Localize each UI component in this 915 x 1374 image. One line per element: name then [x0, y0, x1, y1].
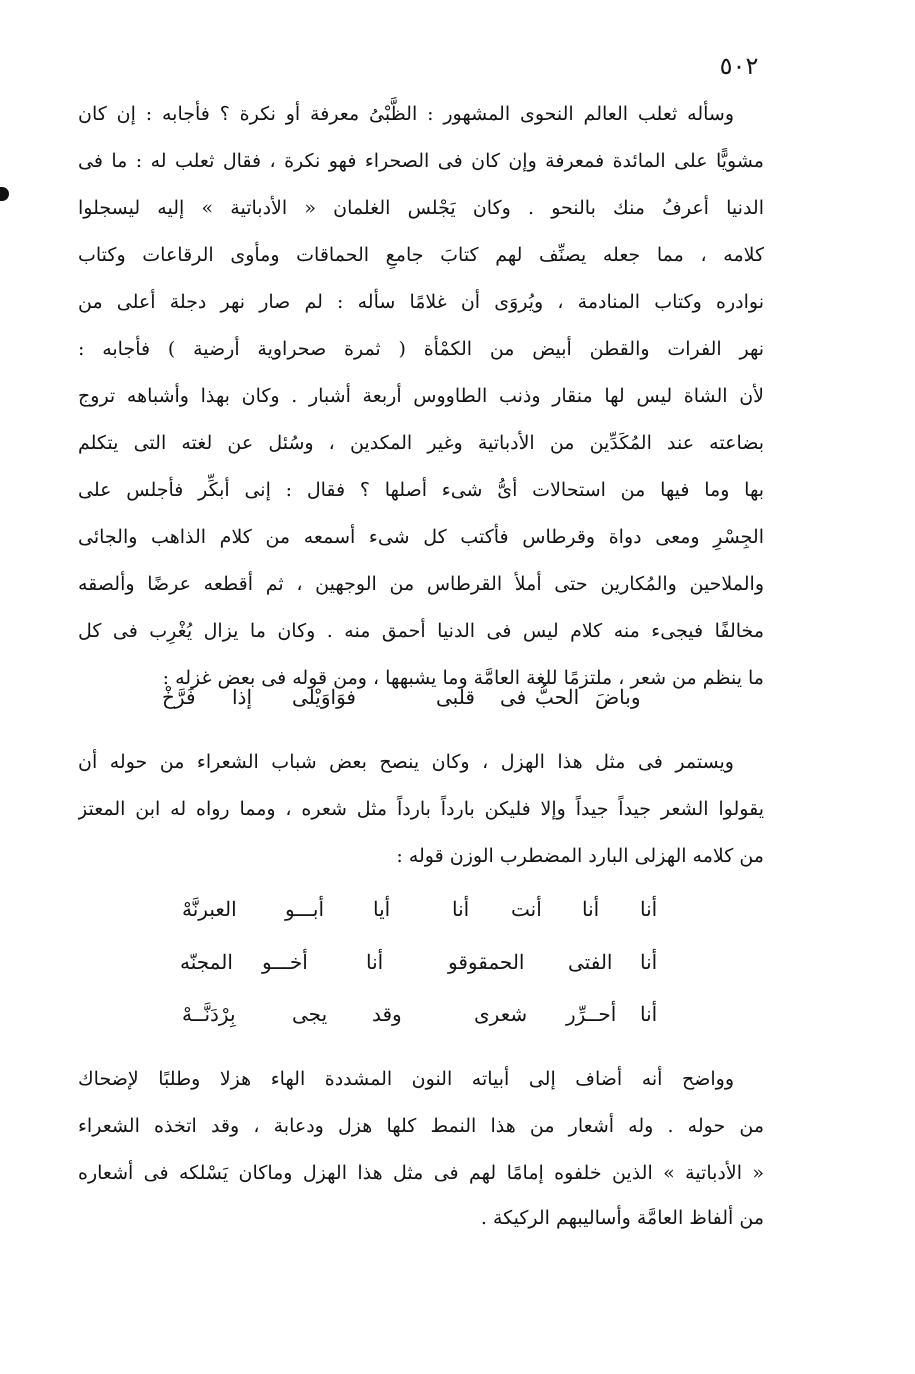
verse-word: أبـــو	[285, 897, 325, 921]
paragraph-line: الجِسْرِ ومعى دواة وقرطاس فأكتب كل شىء أسمعه من كلام الذاهب والجائى	[78, 526, 764, 548]
verse-word: العبرنَّهْ	[182, 897, 237, 921]
verse-word: يجى	[292, 1002, 328, 1026]
verse-word: بِرْدَنَّــهْ	[182, 1002, 236, 1026]
paragraph-line: نوادره وكتاب المنادمة ، ويُروَى أن غلامًا سأله : لم صار نهر دجلة أعلى من	[78, 291, 764, 313]
paragraph-line: « الأدباتية » الذين خلفوه إمامًا لهم فى مثل هذا الهزل وماكان يَسْلكه فى أشعاره	[78, 1162, 764, 1184]
verse-word: وباضَ	[595, 685, 641, 709]
verse-word: أخـــو	[262, 950, 308, 974]
verse-word: الفتى	[568, 950, 613, 974]
verse-word: فوَاوَيْلى	[292, 685, 356, 709]
verse-word: الحبُّ	[535, 685, 580, 709]
verse-line	[0, 677, 915, 717]
paragraph-line: من حوله . وله أشعار من هذا النمط كلها هزل ودعابة ، وقد اتخذه الشعراء	[78, 1115, 764, 1137]
paragraph-line: الدنيا أعرفُ منك بالنحو . وكان يَجْلس الغلمان « الأدباتية » إليه ليسجلوا	[78, 197, 764, 219]
verse-word: أنت	[511, 897, 542, 921]
paragraph-line: مشويًّا على المائدة فمعرفة وإن كان فى الصحراء فهو نكرة ، فقال ثعلب له : ما فى	[78, 150, 764, 172]
verse-word: فَرَّخْ	[162, 685, 196, 709]
verse-word: أنا	[582, 897, 600, 921]
paragraph-line: ما ينظم من شعر ، ملتزمًا للغة العامَّة وما يشبهها ، ومن قوله فى بعض غزله :	[162, 667, 764, 689]
paragraph-line: بها وما فيها من استحالات أىُّ شىء أصلها ؟ فقال : إنى أبكِّر فأجلس على	[78, 479, 764, 501]
paragraph-line: مخالفًا فيجىء منه كلام ليس فى الدنيا أحمق منه . وكان ما يزال يُغْرِب فى كل	[78, 620, 764, 642]
verse-word: الحمقوقو	[448, 950, 525, 974]
margin-ink-mark	[0, 187, 9, 201]
paragraph-line: لأن الشاة ليس لها منقار وذنب الطاووس أربعة أشبار . وكان بهذا وأشباهه تروج	[78, 385, 764, 407]
page-number: ٥٠٢	[719, 52, 759, 80]
verse-line	[0, 994, 915, 1034]
verse-word: أحــرِّر	[566, 1002, 617, 1026]
verse-word: أنا	[366, 950, 384, 974]
paragraph-line: والملاحين والمُكارين حتى أملأ القرطاس من الوجهين ، ثم أقطعه عرضًا وألصقه	[78, 573, 764, 595]
paragraph-line: ويستمر فى مثل هذا الهزل ، وكان ينصح بعض شباب الشعراء من حوله أن	[78, 751, 734, 773]
verse-line	[0, 889, 915, 929]
verse-word: أنا	[640, 1002, 658, 1026]
verse-word: أنا	[452, 897, 470, 921]
verse-word: أنا	[640, 897, 658, 921]
verse-word: أنا	[640, 950, 658, 974]
paragraph-line: من كلامه الهزلى البارد المضطرب الوزن قوله :	[396, 845, 764, 867]
paragraph-line: نهر الفرات والقطن أبيض من الكمْأة ( ثمرة صحراوية أرضية ) فأجابه :	[78, 338, 764, 360]
paragraph-line: كلامه ، مما جعله يصنِّف لهم كتابَ جامعِ الحماقات ومأوى الرقاعات وكتاب	[78, 244, 764, 266]
paragraph-line: وواضح أنه أضاف إلى أبياته النون المشددة الهاء هزلا وطلبًا لإضحاك	[78, 1068, 734, 1090]
verse-line	[0, 942, 915, 982]
paragraph-line: يقولوا الشعر جيداً جيداً وإلا فليكن بارداً بارداً مثل شعره ، ومما رواه له ابن المعتز	[78, 798, 764, 820]
verse-word: شعرى	[474, 1002, 528, 1026]
paragraph-line: وسأله ثعلب العالم النحوى المشهور : الظَّبْىُ معرفة أو نكرة ؟ فأجابه : إن كان	[78, 103, 734, 125]
verse-word: وقد	[372, 1002, 402, 1026]
verse-word: أيا	[373, 897, 391, 921]
verse-word: المجنّه	[180, 950, 233, 974]
verse-word: قلبى	[436, 685, 475, 709]
paragraph-line: بضاعته عند المُكَدِّين من الأدباتية وغير المكدين ، وسُئل عن لغته التى يتكلم	[78, 432, 764, 454]
verse-word: إذا	[232, 685, 253, 709]
paragraph-line: من ألفاظ العامَّة وأساليبهم الركيكة .	[480, 1207, 764, 1229]
verse-word: فى	[500, 685, 527, 709]
